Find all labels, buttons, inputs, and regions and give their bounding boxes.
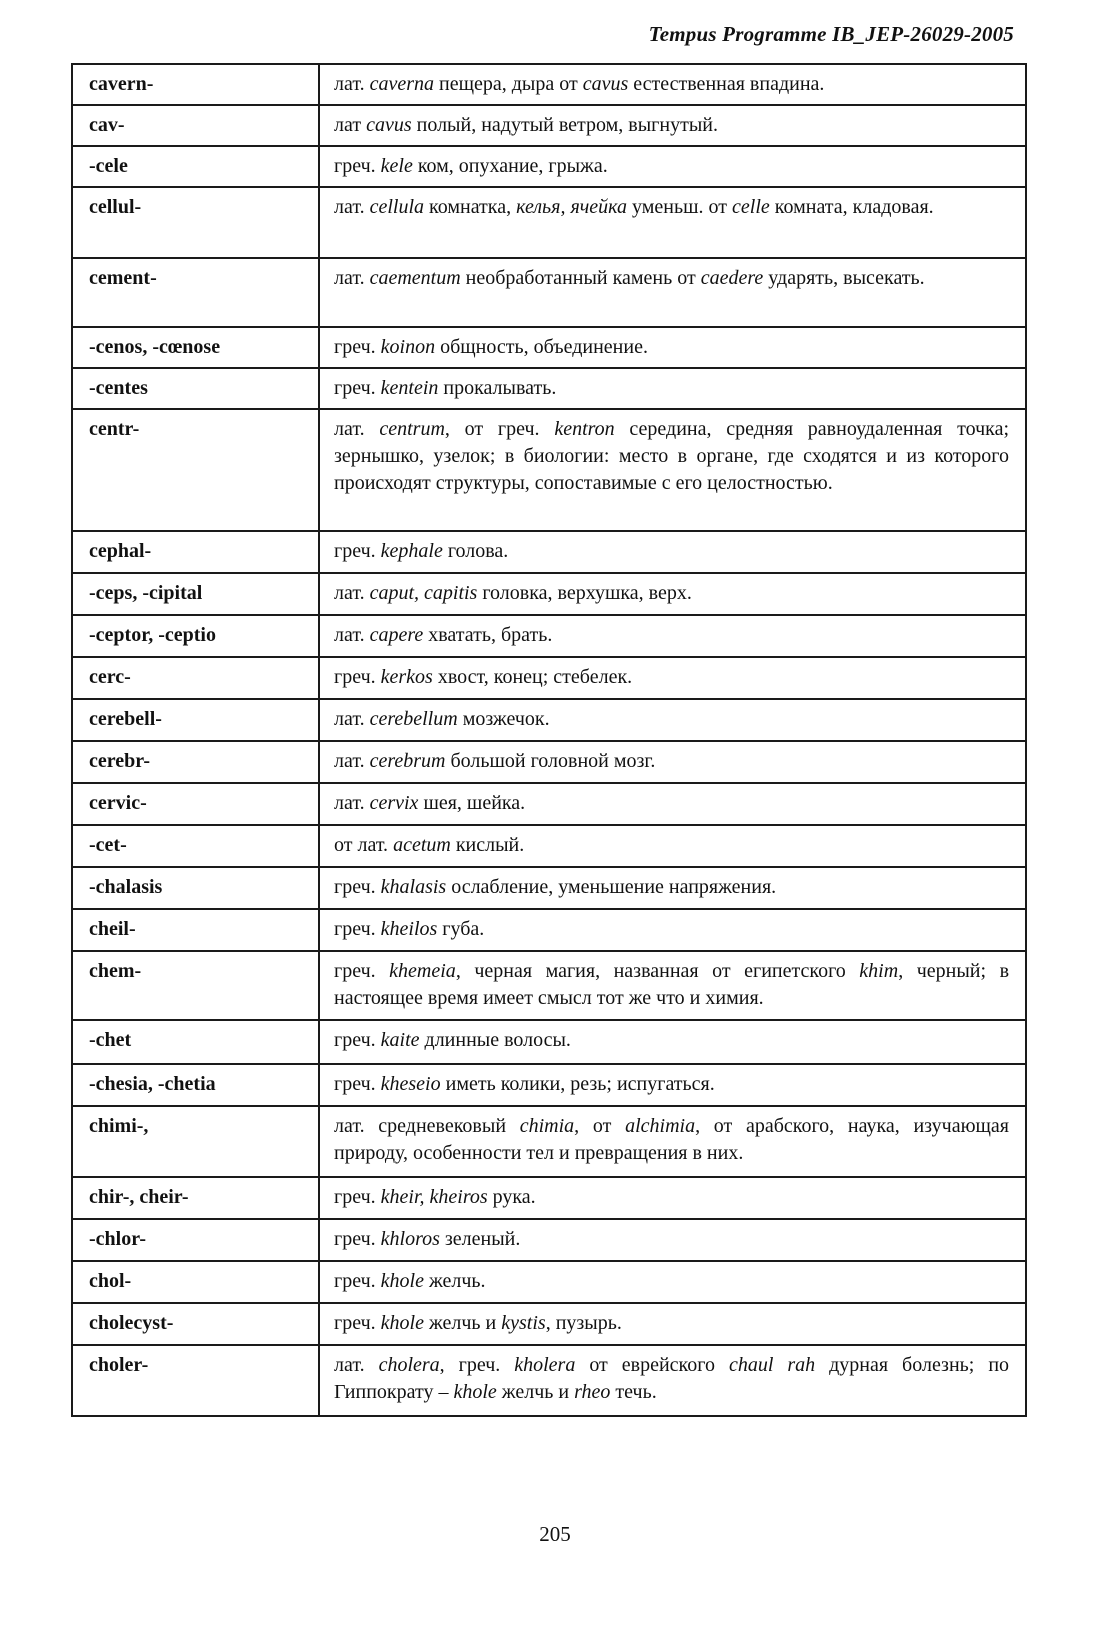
definition-text-segment: хватать, брать. [423, 624, 553, 646]
definition-italic-segment: rheo [574, 1381, 611, 1403]
definition-italic-segment: kheir, kheiros [380, 1186, 488, 1208]
definition-italic-segment: koinon [380, 336, 436, 358]
definition-cell [319, 657, 1026, 699]
definition-text-segment: лат. [334, 267, 370, 289]
definition-text-segment: лат. [334, 750, 370, 772]
definition-italic-segment: kerkos [380, 666, 433, 688]
definition-cell [319, 909, 1026, 951]
definition-italic-segment: cholera [378, 1354, 440, 1376]
definition-text-segment: греч. [334, 336, 381, 358]
term-cell: -cenos, -cœnose [72, 327, 319, 368]
definition-text-segment: комната, кладовая. [769, 196, 934, 218]
definition-text-segment: , черный; в настоящее время имеет смысл тот же что и химия. [334, 960, 1010, 1009]
definition-text-segment: лат. [334, 196, 370, 218]
definition-cell [319, 531, 1026, 573]
definition-italic-segment: centrum [379, 418, 445, 440]
table-row [72, 951, 1026, 1020]
definition-text-segment: общность, объединение. [435, 336, 648, 358]
definition-cell [319, 1064, 1026, 1106]
definition-cell [319, 1303, 1026, 1345]
definition-italic-segment: khemeia [389, 960, 456, 982]
definition-text-segment: большой головной мозг. [445, 750, 656, 772]
definition-italic-segment: cerebrum [369, 750, 446, 772]
term-cell: -chesia, -chetia [72, 1064, 319, 1106]
definition-cell [319, 258, 1026, 327]
definition-text-segment: , от [574, 1115, 626, 1137]
term-cell: cervic- [72, 783, 319, 825]
term-cell: cavern- [72, 64, 319, 105]
term-cell: chir-, cheir- [72, 1177, 319, 1219]
definition-text-segment: течь. [610, 1381, 657, 1403]
definition-text-segment: лат. [334, 73, 370, 95]
definition-italic-segment: kentron [554, 418, 615, 440]
definition-cell [319, 825, 1026, 867]
definition-text-segment: пещера, дыра от [434, 73, 583, 95]
table-row [72, 1106, 1026, 1177]
definition-text-segment: рука. [487, 1186, 536, 1208]
term-cell: -chlor- [72, 1219, 319, 1261]
definition-text-segment: греч. [334, 666, 381, 688]
term-cell: cav- [72, 105, 319, 146]
definition-text-segment: ударять, высекать. [763, 267, 925, 289]
definition-italic-segment: caedere [700, 267, 764, 289]
definition-text-segment: греч. [334, 960, 390, 982]
definition-text-segment: , от арабского, наука, изучающая природу, особенности тел и превращения в них. [334, 1115, 1009, 1164]
definition-italic-segment: khalasis [380, 876, 447, 898]
term-cell: centr- [72, 409, 319, 531]
definition-text-segment: необработанный камень от [460, 267, 701, 289]
definition-text-segment: лат. средневековый [334, 1115, 520, 1137]
definition-italic-segment: kheseio [380, 1073, 441, 1095]
term-cell: cerebell- [72, 699, 319, 741]
definition-text-segment: греч. [334, 876, 381, 898]
definition-text-segment: ком, опухание, грыжа. [412, 155, 608, 177]
definition-cell [319, 1020, 1026, 1064]
definition-cell [319, 867, 1026, 909]
definition-cell [319, 1177, 1026, 1219]
definition-text-segment: середина, средняя равноудаленная точка; зернышко, узелок; в биологии: место в органе, где сходятся и из которого происходят структуры, сопоставимые с его целостностью. [334, 418, 1009, 494]
term-cell: cement- [72, 258, 319, 327]
definition-cell [319, 1219, 1026, 1261]
definition-italic-segment: cerebellum [369, 708, 458, 730]
page-number: 205 [539, 1522, 571, 1546]
definition-italic-segment: khole [453, 1381, 497, 1403]
term-cell: -cet- [72, 825, 319, 867]
definition-text-segment: от лат. [334, 834, 394, 856]
definition-text-segment: лат. [334, 792, 370, 814]
definition-cell [319, 1106, 1026, 1177]
definition-italic-segment: cavus [582, 73, 629, 95]
definition-text-segment: хвост, конец; стебелек. [432, 666, 633, 688]
term-cell: chem- [72, 951, 319, 1020]
definition-italic-segment: kephale [380, 540, 443, 562]
table-row [72, 1219, 1026, 1261]
definition-italic-segment: caementum [369, 267, 461, 289]
definition-cell [319, 615, 1026, 657]
table-row [72, 1064, 1026, 1106]
definition-text-segment: от еврейского [575, 1354, 729, 1376]
definition-cell [319, 327, 1026, 368]
term-cell: chimi-, [72, 1106, 319, 1177]
table-row [72, 531, 1026, 573]
definition-cell [319, 409, 1026, 531]
definition-italic-segment: kaite [380, 1029, 420, 1051]
definition-cell [319, 741, 1026, 783]
table-row [72, 909, 1026, 951]
table-row [72, 368, 1026, 409]
running-header: Tempus Programme IB_JEP-26029-2005 [648, 22, 1014, 46]
definition-italic-segment: caverna [369, 73, 434, 95]
definition-italic-segment: kentein [380, 377, 439, 399]
table-row [72, 1261, 1026, 1303]
definition-italic-segment: khloros [380, 1228, 440, 1250]
definition-text-segment: лат. [334, 418, 380, 440]
definition-cell [319, 368, 1026, 409]
definition-text-segment: греч. [334, 1312, 381, 1334]
definition-italic-segment: cavus [366, 114, 412, 136]
table-row [72, 1345, 1026, 1416]
table-row [72, 573, 1026, 615]
definition-cell [319, 783, 1026, 825]
term-cell: cephal- [72, 531, 319, 573]
term-cell: -ceptor, -ceptio [72, 615, 319, 657]
definition-text-segment: греч. [334, 155, 381, 177]
definition-text-segment: , греч. [439, 1354, 515, 1376]
definition-cell [319, 951, 1026, 1020]
definition-text-segment: головка, верхушка, верх. [477, 582, 692, 604]
definition-text-segment: греч. [334, 1029, 381, 1051]
term-cell: -chalasis [72, 867, 319, 909]
table-row [72, 327, 1026, 368]
definition-cell [319, 1345, 1026, 1416]
definition-italic-segment: khole [380, 1270, 424, 1292]
definition-text-segment: естественная впадина. [628, 73, 825, 95]
definition-italic-segment: kystis [501, 1312, 546, 1334]
definition-italic-segment: celle [732, 196, 770, 218]
term-cell: -centes [72, 368, 319, 409]
term-cell: cellul- [72, 187, 319, 258]
definition-text-segment: губа. [437, 918, 485, 940]
definition-italic-segment: cellula [369, 196, 425, 218]
definition-text-segment: иметь колики, резь; испугаться. [440, 1073, 715, 1095]
definition-italic-segment: kele [380, 155, 413, 177]
term-cell: cholecyst- [72, 1303, 319, 1345]
definition-cell [319, 64, 1026, 105]
definition-text-segment: лат. [334, 582, 370, 604]
term-cell: -chet [72, 1020, 319, 1064]
definition-text-segment: лат [334, 114, 367, 136]
table-row [72, 409, 1026, 531]
definition-italic-segment: chimia [519, 1115, 575, 1137]
definition-cell [319, 699, 1026, 741]
term-cell: cerebr- [72, 741, 319, 783]
table-row [72, 146, 1026, 187]
table-row [72, 867, 1026, 909]
definition-italic-segment: alchimia [625, 1115, 696, 1137]
definition-cell [319, 187, 1026, 258]
term-cell: cerc- [72, 657, 319, 699]
definition-cell [319, 146, 1026, 187]
definition-text-segment: греч. [334, 540, 381, 562]
table-row [72, 615, 1026, 657]
definition-text-segment: лат. [334, 624, 370, 646]
definition-cell [319, 573, 1026, 615]
term-cell: chol- [72, 1261, 319, 1303]
definition-text-segment: желчь. [423, 1270, 486, 1292]
definition-text-segment: уменьш. от [627, 196, 733, 218]
definition-text-segment: полый, надутый ветром, выгнутый. [411, 114, 718, 136]
definition-text-segment: кислый. [450, 834, 525, 856]
glossary-table [71, 63, 1027, 1417]
term-cell: -ceps, -cipital [72, 573, 319, 615]
table-row [72, 741, 1026, 783]
definition-italic-segment: chaul rah [728, 1354, 816, 1376]
definition-text-segment: желчь и [496, 1381, 575, 1403]
term-cell: -cele [72, 146, 319, 187]
table-row [72, 1177, 1026, 1219]
definition-text-segment: лат. [334, 708, 370, 730]
definition-text-segment: греч. [334, 377, 381, 399]
definition-text-segment: лат. [334, 1354, 379, 1376]
term-cell: cheil- [72, 909, 319, 951]
definition-italic-segment: kheilos [380, 918, 438, 940]
definition-italic-segment: kholera [514, 1354, 576, 1376]
table-row [72, 699, 1026, 741]
definition-italic-segment: cervix [369, 792, 419, 814]
definition-text-segment: шея, шейка. [418, 792, 526, 814]
definition-text-segment: прокалывать. [438, 377, 557, 399]
definition-text-segment: , от греч. [444, 418, 555, 440]
definition-text-segment: мозжечок. [457, 708, 550, 730]
definition-text-segment: комнатка, [424, 196, 517, 218]
definition-text-segment: греч. [334, 1073, 381, 1095]
definition-italic-segment: khim [859, 960, 899, 982]
definition-text-segment: длинные волосы. [419, 1029, 571, 1051]
definition-text-segment: дурная болезнь; по Гиппократу – [334, 1354, 1010, 1403]
table-row [72, 105, 1026, 146]
table-row [72, 1020, 1026, 1064]
definition-text-segment: , пузырь. [545, 1312, 622, 1334]
table-row [72, 783, 1026, 825]
definition-text-segment: греч. [334, 918, 381, 940]
table-row [72, 187, 1026, 258]
glossary-table-body [72, 64, 1026, 1416]
table-row [72, 825, 1026, 867]
definition-italic-segment: capere [369, 624, 424, 646]
definition-cell [319, 1261, 1026, 1303]
definition-italic-segment: келья, ячейка [516, 196, 628, 218]
definition-text-segment: зеленый. [439, 1228, 521, 1250]
definition-italic-segment: khole [380, 1312, 424, 1334]
definition-text-segment: греч. [334, 1186, 381, 1208]
definition-text-segment: греч. [334, 1270, 381, 1292]
definition-text-segment: ослабление, уменьшение напряжения. [446, 876, 777, 898]
table-row [72, 64, 1026, 105]
table-row [72, 657, 1026, 699]
definition-text-segment: греч. [334, 1228, 381, 1250]
definition-text-segment: , черная магия, названная от египетского [455, 960, 860, 982]
definition-italic-segment: caput, capitis [369, 582, 478, 604]
definition-italic-segment: acetum [393, 834, 451, 856]
term-cell: choler- [72, 1345, 319, 1416]
table-row [72, 1303, 1026, 1345]
definition-text-segment: желчь и [423, 1312, 502, 1334]
table-row [72, 258, 1026, 327]
definition-cell [319, 105, 1026, 146]
definition-text-segment: голова. [442, 540, 509, 562]
